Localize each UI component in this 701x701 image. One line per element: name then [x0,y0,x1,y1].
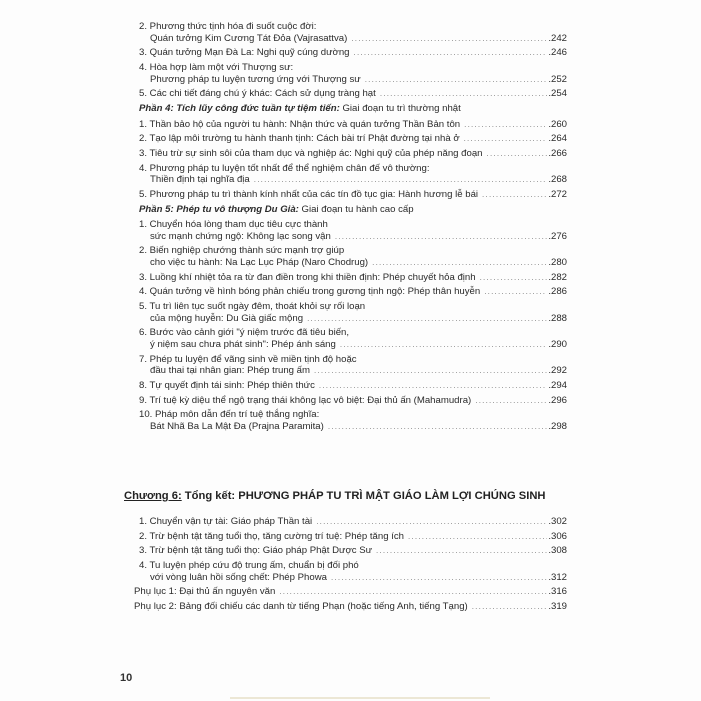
toc-entry [139,301,567,324]
toc-entry [139,219,567,242]
part-label: Phần 4: Tích lũy công đức tuần tự tiệm tiến: [139,102,340,114]
dot-leader [472,601,548,613]
chapter-6-entries [134,516,567,616]
entry-subtitle: ý niệm sau chưa phát sinh": Phép ánh sáng [150,338,336,350]
entry-subtitle: đầu thai tại nhân gian: Phép trung ấm [150,365,311,377]
dot-leader [464,133,548,145]
toc-entry [139,88,567,100]
part-description: Giai đoạn tu trì thường nhật [339,102,461,114]
toc-entry [139,380,567,392]
page-ref: .306 [548,530,567,542]
table-of-contents [139,21,567,436]
toc-entry [139,272,567,284]
dot-leader [354,47,548,59]
toc-entry [139,62,567,85]
entry-subtitle: cho việc tu hành: Na Lạc Lục Pháp (Naro Chodrug) [150,257,369,269]
entry-title: 4. Quán tưởng về hình bóng phản chiếu trong gương tịnh ngộ: Phép thân huyễn [139,286,481,298]
appendix-entry [134,601,567,613]
dot-leader [279,586,547,598]
entry-subtitle: Bát Nhã Ba La Mật Đa (Prajna Paramita) [150,420,324,432]
page-ref: .290 [548,338,567,350]
chapter-title: Tổng kết: PHƯƠNG PHÁP TU TRÌ MẬT GIÁO LÀM LỢI CHÚNG SINH [181,490,546,502]
page-ref: .280 [548,257,567,269]
entry-title: 4. Phương pháp tu luyện tốt nhất để thể nghiệm chân đế vô thường: [139,162,430,174]
toc-entry [139,245,567,268]
entry-title: 10. Pháp môn dẫn đến trí tuệ thắng nghĩa: [139,409,320,421]
toc-entry [139,119,567,131]
dot-leader [487,148,548,160]
dot-leader [314,365,547,377]
dot-leader [464,119,547,131]
entry-title: 5. Tu trì liên tục suốt ngày đêm, thoát khỏi sự rối loạn [139,301,366,313]
page-ref: .292 [548,365,567,377]
page-ref: .264 [548,133,567,145]
dot-leader [351,33,547,45]
dot-leader [484,286,547,298]
entry-title: 2. Tạo lập môi trường tu hành thanh tịnh: Cách bài trí Phật đường tại nhà ở [139,133,460,145]
page-ref: .272 [548,188,567,200]
dot-leader [328,421,547,433]
toc-entry [139,163,567,186]
scan-artifact [230,697,490,699]
part-heading [139,103,567,115]
dot-leader [319,380,547,392]
page-ref: .312 [548,571,567,583]
dot-leader [480,272,548,284]
appendix-title: Phụ lục 2: Bảng đối chiếu các danh từ tiếng Phạn (hoặc tiếng Anh, tiếng Tạng) [134,601,468,613]
dot-leader [408,531,547,543]
entry-subtitle: Quán tưởng Kim Cương Tát Đỏa (Vajrasattva) [150,32,348,44]
entry-title: 8. Tự quyết định tái sinh: Phép thiên thức [139,379,315,391]
page-ref: .276 [548,230,567,242]
toc-entry [139,286,567,298]
entry-subtitle: với vòng luân hồi sống chết: Phép Phowa [150,571,327,583]
toc-entry [139,560,567,583]
entry-title: 7. Phép tu luyện để vãng sinh về miền tịnh độ hoặc [139,353,357,365]
toc-entry [139,516,567,528]
entry-title: 1. Thần bảo hộ của người tu hành: Nhận thức và quán tưởng Thần Bản tôn [139,118,461,130]
page-ref: .268 [548,174,567,186]
entry-title: 2. Biến nghiệp chướng thành sức mạnh trợ giúp [139,245,345,257]
page-ref: .296 [548,394,567,406]
page-ref: .242 [548,32,567,44]
entry-title: 3. Trừ bệnh tật tăng tuổi thọ: Giáo pháp Phật Dược Sư [139,545,373,557]
page-ref: .286 [548,286,567,298]
dot-leader [331,572,547,584]
dot-leader [335,231,547,243]
page-ref: .260 [548,118,567,130]
dot-leader [372,257,547,269]
page-ref: .266 [548,147,567,159]
page-ref: .316 [548,586,567,598]
page-ref: .254 [548,88,567,100]
entry-subtitle: Thiền định tại nghĩa địa [150,174,250,186]
entry-title: 1. Chuyển vận tự tài: Giáo pháp Thần tài [139,516,313,527]
toc-entry [139,354,567,377]
part-label: Phần 5: Phép tu vô thượng Du Già: [139,203,299,215]
dot-leader [475,395,547,407]
chapter-label: Chương 6: [124,490,182,502]
entry-title: 4. Tu luyện phép cứu độ trung ấm, chuẩn bị đối phó [139,560,359,572]
page-ref: .294 [548,379,567,391]
page-ref: .282 [548,271,567,283]
page-ref: .246 [548,47,567,59]
page-ref: .308 [548,545,567,557]
entry-title: 5. Các chi tiết đáng chú ý khác: Cách sử dụng tràng hạt [139,88,376,100]
entry-title: 3. Tiêu trừ sự sinh sôi của tham dục và nghiệp ác: Nghi quỹ của phép năng đoạn [139,147,483,159]
page-ref: .302 [548,516,567,527]
dot-leader [340,339,547,351]
entry-subtitle: của mộng huyễn: Du Già giấc mộng [150,312,304,324]
dot-leader [365,74,548,86]
toc-entry [139,531,567,543]
appendix-entry [134,586,567,598]
entry-title: 9. Trí tuệ kỳ diệu thể ngộ trạng thái không lạc vô biệt: Đại thủ ấn (Mahamudra) [139,394,472,406]
entry-subtitle: sức mạnh chứng ngộ: Không lạc song vận [150,230,331,242]
part-description: Giai đoạn tu hành cao cấp [298,203,414,215]
toc-entry [139,545,567,557]
toc-entry [139,47,567,59]
appendix-title: Phụ lục 1: Đại thủ ấn nguyên văn [134,586,276,598]
dot-leader [376,545,547,557]
entry-title: 2. Trừ bệnh tật tăng tuổi thọ, tăng cường trí tuệ: Phép tăng ích [139,530,405,542]
toc-entry [139,395,567,407]
part-heading [139,204,567,216]
page-ref: .288 [548,312,567,324]
dot-leader [482,189,547,201]
entry-title: 1. Chuyển hóa lòng tham dục tiêu cực thành [139,219,328,231]
entry-title: 4. Hòa hợp làm một với Thượng sư: [139,61,294,73]
toc-entry [139,189,567,201]
page-ref: .252 [548,73,567,85]
entry-title: 5. Phương pháp tu trì thành kính nhất của các tín đồ tục gia: Hành hương lễ bái [139,188,479,200]
entry-subtitle: Phương pháp tu luyện tương ứng với Thượng sư [150,73,361,85]
entry-title: 3. Quán tưởng Mạn Đà La: Nghi quỹ cúng dường [139,47,350,59]
dot-leader [380,88,548,100]
page-ref: .319 [548,601,567,613]
entry-title: 2. Phương thức tịnh hóa đi suốt cuộc đời: [139,21,317,32]
toc-entry [139,148,567,160]
toc-entry [139,327,567,350]
dot-leader [254,174,548,186]
dot-leader [316,516,547,528]
entry-title: 3. Luồng khí nhiệt tỏa ra từ đan điền trong khi thiền định: Phép chuyết hỏa định [139,271,476,283]
toc-entry [139,21,567,44]
toc-entry [139,133,567,145]
page-number: 10 [120,672,133,684]
entry-title: 6. Bước vào cảnh giới "ý niệm trước đã tiêu biến, [139,327,350,339]
page-ref: .298 [548,420,567,432]
dot-leader [307,313,547,325]
toc-entry [139,409,567,432]
chapter-heading [124,490,545,502]
